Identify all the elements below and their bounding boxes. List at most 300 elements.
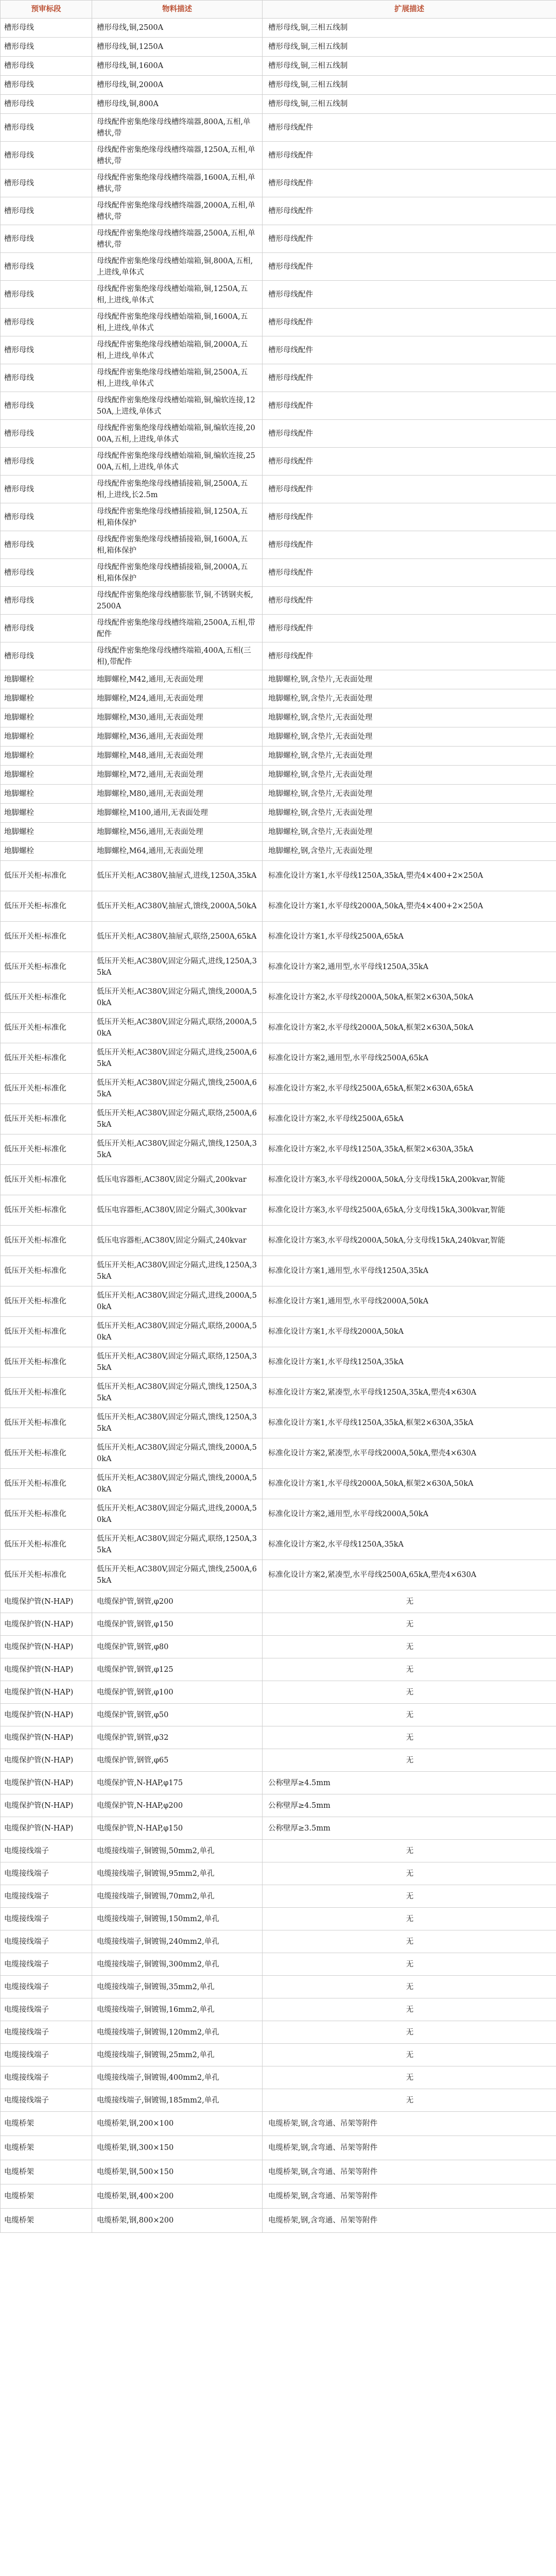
cell-material-description: 母线配件密集绝缘母线槽终端器,1250A,五相,单槽状,带 <box>92 142 263 170</box>
cell-material-description: 低压开关柜,AC380V,固定分隔式,馈线,1250A,35kA <box>92 1378 263 1408</box>
table-row <box>1 38 556 57</box>
cell-material-description: 电缆接线端子,铜镀锡,300mm2,单孔 <box>92 1953 263 1976</box>
table-row <box>1 1726 556 1749</box>
cell-bid-section: 电缆桥架 <box>1 2209 92 2233</box>
cell-bid-section: 电缆接线端子 <box>1 2021 92 2044</box>
cell-material-description: 母线配件密集绝缘母线槽始端箱,铜,2500A,五相,上进线,单体式 <box>92 364 263 392</box>
cell-bid-section: 地脚螺栓 <box>1 670 92 689</box>
cell-material-description: 电缆接线端子,铜镀锡,95mm2,单孔 <box>92 1862 263 1885</box>
table-row <box>1 804 556 823</box>
cell-bid-section: 电缆接线端子 <box>1 1953 92 1976</box>
table-row <box>1 197 556 225</box>
cell-bid-section: 地脚螺栓 <box>1 727 92 747</box>
table-row <box>1 1772 556 1794</box>
cell-bid-section: 地脚螺栓 <box>1 766 92 785</box>
cell-bid-section: 槽形母线 <box>1 95 92 114</box>
table-row <box>1 1681 556 1704</box>
cell-material-description: 低压开关柜,AC380V,固定分隔式,馈线,2500A,65kA <box>92 1074 263 1104</box>
header-extended-description: 扩展描述 <box>263 1 556 19</box>
cell-bid-section: 低压开关柜-标准化 <box>1 1134 92 1165</box>
cell-bid-section: 低压开关柜-标准化 <box>1 1530 92 1560</box>
cell-material-description: 电缆桥架,钢,500×150 <box>92 2160 263 2184</box>
table-row <box>1 766 556 785</box>
cell-material-description: 电缆保护管,N-HAP,φ175 <box>92 1772 263 1794</box>
cell-bid-section: 低压开关柜-标准化 <box>1 1408 92 1438</box>
cell-extended-description: 槽形母线配件 <box>263 615 556 642</box>
cell-bid-section: 低压开关柜-标准化 <box>1 982 92 1013</box>
cell-extended-description: 标准化设计方案2,通用型,水平母线1250A,35kA <box>263 952 556 982</box>
cell-bid-section: 电缆桥架 <box>1 2112 92 2136</box>
cell-material-description: 母线配件密集绝缘母线槽终端器,2000A,五相,单槽状,带 <box>92 197 263 225</box>
table-row <box>1 747 556 766</box>
table-row <box>1 1317 556 1347</box>
table-row <box>1 587 556 615</box>
cell-bid-section: 电缆接线端子 <box>1 1930 92 1953</box>
cell-material-description: 低压开关柜,AC380V,固定分隔式,联络,2000A,50kA <box>92 1317 263 1347</box>
cell-bid-section: 低压开关柜-标准化 <box>1 861 92 891</box>
table-row <box>1 19 556 38</box>
table-row <box>1 1195 556 1226</box>
cell-extended-description: 无 <box>263 1976 556 1998</box>
cell-material-description: 低压电容器柜,AC380V,固定分隔式,300kvar <box>92 1195 263 1226</box>
cell-extended-description: 标准化设计方案1,水平母线1250A,35kA <box>263 1347 556 1378</box>
table-row <box>1 1347 556 1378</box>
cell-material-description: 低压开关柜,AC380V,固定分隔式,联络,1250A,35kA <box>92 1347 263 1378</box>
table-row <box>1 2112 556 2136</box>
cell-material-description: 电缆保护管,钢管,φ150 <box>92 1613 263 1636</box>
cell-material-description: 电缆保护管,钢管,φ200 <box>92 1590 263 1613</box>
cell-bid-section: 槽形母线 <box>1 615 92 642</box>
cell-material-description: 地脚螺栓,M56,通用,无表面处理 <box>92 823 263 842</box>
cell-bid-section: 电缆保护管(N-HAP) <box>1 1726 92 1749</box>
cell-material-description: 电缆桥架,钢,400×200 <box>92 2184 263 2209</box>
table-row <box>1 1438 556 1469</box>
cell-bid-section: 电缆保护管(N-HAP) <box>1 1590 92 1613</box>
cell-extended-description: 槽形母线配件 <box>263 197 556 225</box>
cell-material-description: 低压开关柜,AC380V,固定分隔式,馈线,1250A,35kA <box>92 1134 263 1165</box>
cell-extended-description: 标准化设计方案2,水平母线1250A,35kA,框架2×630A,35kA <box>263 1134 556 1165</box>
cell-extended-description: 标准化设计方案2,通用型,水平母线2500A,65kA <box>263 1043 556 1074</box>
cell-material-description: 地脚螺栓,M42,通用,无表面处理 <box>92 670 263 689</box>
cell-material-description: 电缆保护管,钢管,φ100 <box>92 1681 263 1704</box>
cell-extended-description: 槽形母线,铜,三相五线制 <box>263 76 556 95</box>
cell-bid-section: 槽形母线 <box>1 170 92 197</box>
table-row <box>1 1908 556 1930</box>
cell-bid-section: 低压开关柜-标准化 <box>1 891 92 922</box>
cell-extended-description: 无 <box>263 2089 556 2112</box>
cell-extended-description: 槽形母线,铜,三相五线制 <box>263 19 556 38</box>
cell-material-description: 电缆保护管,钢管,φ65 <box>92 1749 263 1772</box>
cell-material-description: 槽形母线,铜,800A <box>92 95 263 114</box>
table-row <box>1 1499 556 1530</box>
cell-extended-description: 槽形母线配件 <box>263 476 556 503</box>
cell-extended-description: 公称壁厚≥4.5mm <box>263 1794 556 1817</box>
table-body <box>1 19 556 2233</box>
cell-extended-description: 标准化设计方案1,通用型,水平母线2000A,50kA <box>263 1286 556 1317</box>
header-material-description: 物料描述 <box>92 1 263 19</box>
cell-bid-section: 电缆接线端子 <box>1 2089 92 2112</box>
table-row <box>1 281 556 309</box>
cell-bid-section: 槽形母线 <box>1 38 92 57</box>
table-row <box>1 364 556 392</box>
table-row <box>1 503 556 531</box>
cell-extended-description: 标准化设计方案3,水平母线2000A,50kA,分支母线15kA,240kvar,智能 <box>263 1226 556 1256</box>
table-row <box>1 170 556 197</box>
cell-material-description: 低压电容器柜,AC380V,固定分隔式,200kvar <box>92 1165 263 1195</box>
table-row <box>1 1134 556 1165</box>
cell-bid-section: 电缆保护管(N-HAP) <box>1 1749 92 1772</box>
table-row <box>1 1590 556 1613</box>
cell-extended-description: 槽形母线配件 <box>263 309 556 336</box>
table-row <box>1 1749 556 1772</box>
cell-material-description: 槽形母线,铜,1600A <box>92 57 263 76</box>
cell-material-description: 地脚螺栓,M64,通用,无表面处理 <box>92 842 263 861</box>
table-row <box>1 2044 556 2066</box>
table-row <box>1 1930 556 1953</box>
table-row <box>1 1794 556 1817</box>
cell-material-description: 槽形母线,铜,2000A <box>92 76 263 95</box>
cell-extended-description: 电缆桥架,钢,含弯通、吊架等附件 <box>263 2209 556 2233</box>
cell-extended-description: 槽形母线配件 <box>263 420 556 448</box>
cell-extended-description: 标准化设计方案1,水平母线1250A,35kA,塑壳4×400+2×250A <box>263 861 556 891</box>
table-row <box>1 1469 556 1499</box>
table-row <box>1 785 556 804</box>
cell-material-description: 电缆接线端子,铜镀锡,150mm2,单孔 <box>92 1908 263 1930</box>
cell-extended-description: 标准化设计方案2,水平母线2000A,50kA,框架2×630A,50kA <box>263 982 556 1013</box>
cell-bid-section: 槽形母线 <box>1 559 92 587</box>
cell-material-description: 低压开关柜,AC380V,抽屉式,进线,1250A,35kA <box>92 861 263 891</box>
cell-bid-section: 电缆桥架 <box>1 2184 92 2209</box>
cell-bid-section: 地脚螺栓 <box>1 689 92 708</box>
table-row <box>1 861 556 891</box>
cell-bid-section: 低压开关柜-标准化 <box>1 1165 92 1195</box>
cell-material-description: 母线配件密集绝缘母线槽始端箱,铜,2000A,五相,上进线,单体式 <box>92 336 263 364</box>
table-row <box>1 1286 556 1317</box>
cell-extended-description: 公称壁厚≥4.5mm <box>263 1772 556 1794</box>
cell-extended-description: 槽形母线配件 <box>263 642 556 670</box>
cell-bid-section: 槽形母线 <box>1 420 92 448</box>
table-row <box>1 2184 556 2209</box>
cell-extended-description: 槽形母线配件 <box>263 336 556 364</box>
table-row <box>1 114 556 142</box>
table-row <box>1 1530 556 1560</box>
table-row <box>1 2136 556 2160</box>
cell-bid-section: 地脚螺栓 <box>1 747 92 766</box>
cell-extended-description: 地脚螺栓,钢,含垫片,无表面处理 <box>263 727 556 747</box>
table-row <box>1 842 556 861</box>
cell-extended-description: 电缆桥架,钢,含弯通、吊架等附件 <box>263 2184 556 2209</box>
cell-bid-section: 槽形母线 <box>1 253 92 281</box>
cell-bid-section: 电缆接线端子 <box>1 1885 92 1908</box>
cell-bid-section: 低压开关柜-标准化 <box>1 1104 92 1134</box>
cell-extended-description: 槽形母线配件 <box>263 253 556 281</box>
cell-extended-description: 标准化设计方案2,紧凑型,水平母线2500A,65kA,塑壳4×630A <box>263 1560 556 1590</box>
cell-material-description: 低压开关柜,AC380V,固定分隔式,进线,1250A,35kA <box>92 952 263 982</box>
cell-bid-section: 电缆保护管(N-HAP) <box>1 1636 92 1658</box>
cell-extended-description: 槽形母线配件 <box>263 281 556 309</box>
cell-bid-section: 槽形母线 <box>1 587 92 615</box>
cell-bid-section: 低压开关柜-标准化 <box>1 1499 92 1530</box>
cell-material-description: 低压开关柜,AC380V,抽屉式,联络,2500A,65kA <box>92 922 263 952</box>
table-row <box>1 952 556 982</box>
cell-extended-description: 槽形母线配件 <box>263 448 556 476</box>
cell-extended-description: 电缆桥架,钢,含弯通、吊架等附件 <box>263 2136 556 2160</box>
cell-material-description: 低压开关柜,AC380V,抽屉式,馈线,2000A,50kA <box>92 891 263 922</box>
table-row <box>1 1885 556 1908</box>
table-row <box>1 392 556 420</box>
table-row <box>1 531 556 559</box>
cell-extended-description: 无 <box>263 2066 556 2089</box>
cell-extended-description: 槽形母线,铜,三相五线制 <box>263 95 556 114</box>
cell-bid-section: 电缆保护管(N-HAP) <box>1 1817 92 1840</box>
cell-extended-description: 标准化设计方案1,水平母线2000A,50kA <box>263 1317 556 1347</box>
table-row <box>1 2066 556 2089</box>
cell-bid-section: 地脚螺栓 <box>1 785 92 804</box>
table-row <box>1 2160 556 2184</box>
cell-bid-section: 低压开关柜-标准化 <box>1 1286 92 1317</box>
cell-bid-section: 低压开关柜-标准化 <box>1 1317 92 1347</box>
cell-bid-section: 槽形母线 <box>1 448 92 476</box>
cell-material-description: 母线配件密集绝缘母线槽终端器,800A,五相,单槽状,带 <box>92 114 263 142</box>
cell-material-description: 地脚螺栓,M80,通用,无表面处理 <box>92 785 263 804</box>
cell-material-description: 母线配件密集绝缘母线槽终端器,2500A,五相,单槽状,带 <box>92 225 263 253</box>
table-row <box>1 1636 556 1658</box>
cell-bid-section: 槽形母线 <box>1 76 92 95</box>
table-row <box>1 689 556 708</box>
table-row <box>1 708 556 727</box>
table-row <box>1 142 556 170</box>
cell-extended-description: 标准化设计方案2,紧凑型,水平母线1250A,35kA,塑壳4×630A <box>263 1378 556 1408</box>
cell-material-description: 母线配件密集绝缘母线槽插接箱,铜,1600A,五相,箱体保护 <box>92 531 263 559</box>
table-row <box>1 727 556 747</box>
cell-bid-section: 电缆保护管(N-HAP) <box>1 1794 92 1817</box>
cell-extended-description: 槽形母线,铜,三相五线制 <box>263 57 556 76</box>
cell-material-description: 槽形母线,铜,2500A <box>92 19 263 38</box>
table-row <box>1 922 556 952</box>
cell-material-description: 母线配件密集绝缘母线槽膨胀节,铜,不锈钢夹板,2500A <box>92 587 263 615</box>
cell-material-description: 电缆保护管,钢管,φ125 <box>92 1658 263 1681</box>
cell-extended-description: 电缆桥架,钢,含弯通、吊架等附件 <box>263 2112 556 2136</box>
cell-extended-description: 无 <box>263 1613 556 1636</box>
cell-material-description: 电缆接线端子,铜镀锡,120mm2,单孔 <box>92 2021 263 2044</box>
table-row <box>1 982 556 1013</box>
cell-extended-description: 标准化设计方案1,水平母线2000A,50kA,框架2×630A,50kA <box>263 1469 556 1499</box>
table-row <box>1 57 556 76</box>
cell-extended-description: 标准化设计方案2,水平母线2000A,50kA,框架2×630A,50kA <box>263 1013 556 1043</box>
cell-material-description: 低压开关柜,AC380V,固定分隔式,馈线,2000A,50kA <box>92 1438 263 1469</box>
cell-bid-section: 槽形母线 <box>1 197 92 225</box>
cell-extended-description: 无 <box>263 2021 556 2044</box>
cell-material-description: 电缆桥架,钢,800×200 <box>92 2209 263 2233</box>
table-row <box>1 1104 556 1134</box>
cell-bid-section: 低压开关柜-标准化 <box>1 1438 92 1469</box>
table-row <box>1 1953 556 1976</box>
cell-extended-description: 槽形母线配件 <box>263 142 556 170</box>
table-row <box>1 1862 556 1885</box>
cell-extended-description: 无 <box>263 1862 556 1885</box>
cell-bid-section: 低压开关柜-标准化 <box>1 1560 92 1590</box>
cell-extended-description: 标准化设计方案1,水平母线1250A,35kA,框架2×630A,35kA <box>263 1408 556 1438</box>
cell-material-description: 母线配件密集绝缘母线槽始端箱,铜,编软连接,2500A,五相,上进线,单体式 <box>92 448 263 476</box>
cell-extended-description: 电缆桥架,钢,含弯通、吊架等附件 <box>263 2160 556 2184</box>
table-row <box>1 1658 556 1681</box>
cell-material-description: 母线配件密集绝缘母线槽始端箱,铜,1600A,五相,上进线,单体式 <box>92 309 263 336</box>
table-row <box>1 891 556 922</box>
table-row <box>1 309 556 336</box>
cell-bid-section: 槽形母线 <box>1 531 92 559</box>
cell-bid-section: 电缆接线端子 <box>1 1840 92 1862</box>
cell-extended-description: 公称壁厚≥3.5mm <box>263 1817 556 1840</box>
cell-material-description: 地脚螺栓,M24,通用,无表面处理 <box>92 689 263 708</box>
table-row <box>1 448 556 476</box>
cell-bid-section: 电缆接线端子 <box>1 2066 92 2089</box>
cell-material-description: 低压开关柜,AC380V,固定分隔式,馈线,2000A,50kA <box>92 1469 263 1499</box>
cell-extended-description: 标准化设计方案2,水平母线2500A,65kA <box>263 1104 556 1134</box>
cell-material-description: 母线配件密集绝缘母线槽插接箱,铜,1250A,五相,箱体保护 <box>92 503 263 531</box>
cell-extended-description: 标准化设计方案2,紧凑型,水平母线2000A,50kA,塑壳4×630A <box>263 1438 556 1469</box>
cell-bid-section: 槽形母线 <box>1 225 92 253</box>
cell-bid-section: 低压开关柜-标准化 <box>1 1256 92 1286</box>
cell-bid-section: 低压开关柜-标准化 <box>1 1226 92 1256</box>
cell-bid-section: 槽形母线 <box>1 114 92 142</box>
cell-extended-description: 无 <box>263 2044 556 2066</box>
cell-bid-section: 低压开关柜-标准化 <box>1 952 92 982</box>
cell-bid-section: 低压开关柜-标准化 <box>1 1347 92 1378</box>
cell-material-description: 地脚螺栓,M36,通用,无表面处理 <box>92 727 263 747</box>
table-row <box>1 1226 556 1256</box>
cell-bid-section: 电缆接线端子 <box>1 2044 92 2066</box>
cell-bid-section: 电缆桥架 <box>1 2136 92 2160</box>
cell-bid-section: 电缆保护管(N-HAP) <box>1 1681 92 1704</box>
cell-material-description: 低压开关柜,AC380V,固定分隔式,馈线,1250A,35kA <box>92 1408 263 1438</box>
table-row <box>1 1704 556 1726</box>
cell-material-description: 母线配件密集绝缘母线槽插接箱,铜,2500A,五相,上进线,长2.5m <box>92 476 263 503</box>
cell-material-description: 低压开关柜,AC380V,固定分隔式,进线,2500A,65kA <box>92 1043 263 1074</box>
table-row <box>1 2021 556 2044</box>
cell-bid-section: 电缆接线端子 <box>1 1976 92 1998</box>
cell-bid-section: 电缆保护管(N-HAP) <box>1 1658 92 1681</box>
cell-extended-description: 标准化设计方案1,水平母线2500A,65kA <box>263 922 556 952</box>
table-row <box>1 253 556 281</box>
cell-extended-description: 地脚螺栓,钢,含垫片,无表面处理 <box>263 766 556 785</box>
table-row <box>1 1976 556 1998</box>
cell-bid-section: 电缆接线端子 <box>1 1998 92 2021</box>
cell-extended-description: 地脚螺栓,钢,含垫片,无表面处理 <box>263 708 556 727</box>
cell-extended-description: 无 <box>263 1590 556 1613</box>
cell-material-description: 电缆保护管,N-HAP,φ200 <box>92 1794 263 1817</box>
cell-extended-description: 无 <box>263 1636 556 1658</box>
cell-extended-description: 无 <box>263 1840 556 1862</box>
table-row <box>1 559 556 587</box>
cell-material-description: 电缆桥架,钢,200×100 <box>92 2112 263 2136</box>
cell-material-description: 母线配件密集绝缘母线槽始端箱,铜,1250A,五相,上进线,单体式 <box>92 281 263 309</box>
cell-bid-section: 槽形母线 <box>1 503 92 531</box>
cell-extended-description: 地脚螺栓,钢,含垫片,无表面处理 <box>263 804 556 823</box>
header-bid-section: 预审标段 <box>1 1 92 19</box>
cell-material-description: 电缆接线端子,铜镀锡,35mm2,单孔 <box>92 1976 263 1998</box>
table-row <box>1 1074 556 1104</box>
cell-extended-description: 无 <box>263 1704 556 1726</box>
table-row <box>1 76 556 95</box>
cell-extended-description: 无 <box>263 1681 556 1704</box>
cell-bid-section: 槽形母线 <box>1 281 92 309</box>
cell-material-description: 地脚螺栓,M100,通用,无表面处理 <box>92 804 263 823</box>
table-row <box>1 336 556 364</box>
cell-extended-description: 标准化设计方案2,水平母线2500A,65kA,框架2×630A,65kA <box>263 1074 556 1104</box>
cell-material-description: 电缆接线端子,铜镀锡,240mm2,单孔 <box>92 1930 263 1953</box>
cell-material-description: 电缆接线端子,铜镀锡,16mm2,单孔 <box>92 1998 263 2021</box>
table-row <box>1 642 556 670</box>
cell-bid-section: 槽形母线 <box>1 476 92 503</box>
cell-material-description: 电缆桥架,钢,300×150 <box>92 2136 263 2160</box>
table-row <box>1 476 556 503</box>
cell-material-description: 地脚螺栓,M30,通用,无表面处理 <box>92 708 263 727</box>
cell-material-description: 电缆接线端子,铜镀锡,185mm2,单孔 <box>92 2089 263 2112</box>
cell-bid-section: 槽形母线 <box>1 642 92 670</box>
table-row <box>1 615 556 642</box>
cell-material-description: 母线配件密集绝缘母线槽终端箱,2500A,五相,带配件 <box>92 615 263 642</box>
cell-material-description: 电缆保护管,钢管,φ80 <box>92 1636 263 1658</box>
cell-extended-description: 槽形母线配件 <box>263 587 556 615</box>
table-row <box>1 1378 556 1408</box>
cell-extended-description: 标准化设计方案1,通用型,水平母线1250A,35kA <box>263 1256 556 1286</box>
cell-bid-section: 低压开关柜-标准化 <box>1 1469 92 1499</box>
table-row <box>1 1998 556 2021</box>
cell-extended-description: 标准化设计方案2,水平母线1250A,35kA <box>263 1530 556 1560</box>
cell-extended-description: 槽形母线配件 <box>263 503 556 531</box>
cell-bid-section: 槽形母线 <box>1 392 92 420</box>
table-row <box>1 1043 556 1074</box>
cell-material-description: 低压电容器柜,AC380V,固定分隔式,240kvar <box>92 1226 263 1256</box>
cell-material-description: 电缆保护管,钢管,φ32 <box>92 1726 263 1749</box>
cell-material-description: 低压开关柜,AC380V,固定分隔式,联络,2500A,65kA <box>92 1104 263 1134</box>
cell-bid-section: 槽形母线 <box>1 142 92 170</box>
table-row <box>1 1013 556 1043</box>
cell-extended-description: 地脚螺栓,钢,含垫片,无表面处理 <box>263 689 556 708</box>
table-row <box>1 1560 556 1590</box>
cell-extended-description: 无 <box>263 1726 556 1749</box>
cell-extended-description: 无 <box>263 1749 556 1772</box>
cell-bid-section: 电缆保护管(N-HAP) <box>1 1704 92 1726</box>
cell-material-description: 电缆接线端子,铜镀锡,25mm2,单孔 <box>92 2044 263 2066</box>
table-row <box>1 420 556 448</box>
cell-extended-description: 标准化设计方案3,水平母线2500A,65kA,分支母线15kA,300kvar,智能 <box>263 1195 556 1226</box>
cell-bid-section: 地脚螺栓 <box>1 842 92 861</box>
table-row <box>1 1408 556 1438</box>
cell-extended-description: 槽形母线配件 <box>263 114 556 142</box>
cell-material-description: 电缆接线端子,铜镀锡,70mm2,单孔 <box>92 1885 263 1908</box>
cell-material-description: 低压开关柜,AC380V,固定分隔式,馈线,2500A,65kA <box>92 1560 263 1590</box>
cell-extended-description: 地脚螺栓,钢,含垫片,无表面处理 <box>263 747 556 766</box>
table-row <box>1 95 556 114</box>
cell-material-description: 母线配件密集绝缘母线槽始端箱,铜,800A,五相,上进线,单体式 <box>92 253 263 281</box>
cell-extended-description: 地脚螺栓,钢,含垫片,无表面处理 <box>263 670 556 689</box>
cell-bid-section: 电缆接线端子 <box>1 1862 92 1885</box>
cell-extended-description: 无 <box>263 1658 556 1681</box>
cell-extended-description: 地脚螺栓,钢,含垫片,无表面处理 <box>263 785 556 804</box>
cell-bid-section: 低压开关柜-标准化 <box>1 1195 92 1226</box>
cell-material-description: 槽形母线,铜,1250A <box>92 38 263 57</box>
table-row <box>1 823 556 842</box>
cell-extended-description: 槽形母线配件 <box>263 559 556 587</box>
cell-bid-section: 低压开关柜-标准化 <box>1 1043 92 1074</box>
cell-material-description: 低压开关柜,AC380V,固定分隔式,进线,1250A,35kA <box>92 1256 263 1286</box>
table-row <box>1 2089 556 2112</box>
cell-bid-section: 槽形母线 <box>1 19 92 38</box>
cell-material-description: 母线配件密集绝缘母线槽始端箱,铜,编软连接,1250A,上进线,单体式 <box>92 392 263 420</box>
cell-bid-section: 槽形母线 <box>1 57 92 76</box>
cell-extended-description: 槽形母线配件 <box>263 170 556 197</box>
